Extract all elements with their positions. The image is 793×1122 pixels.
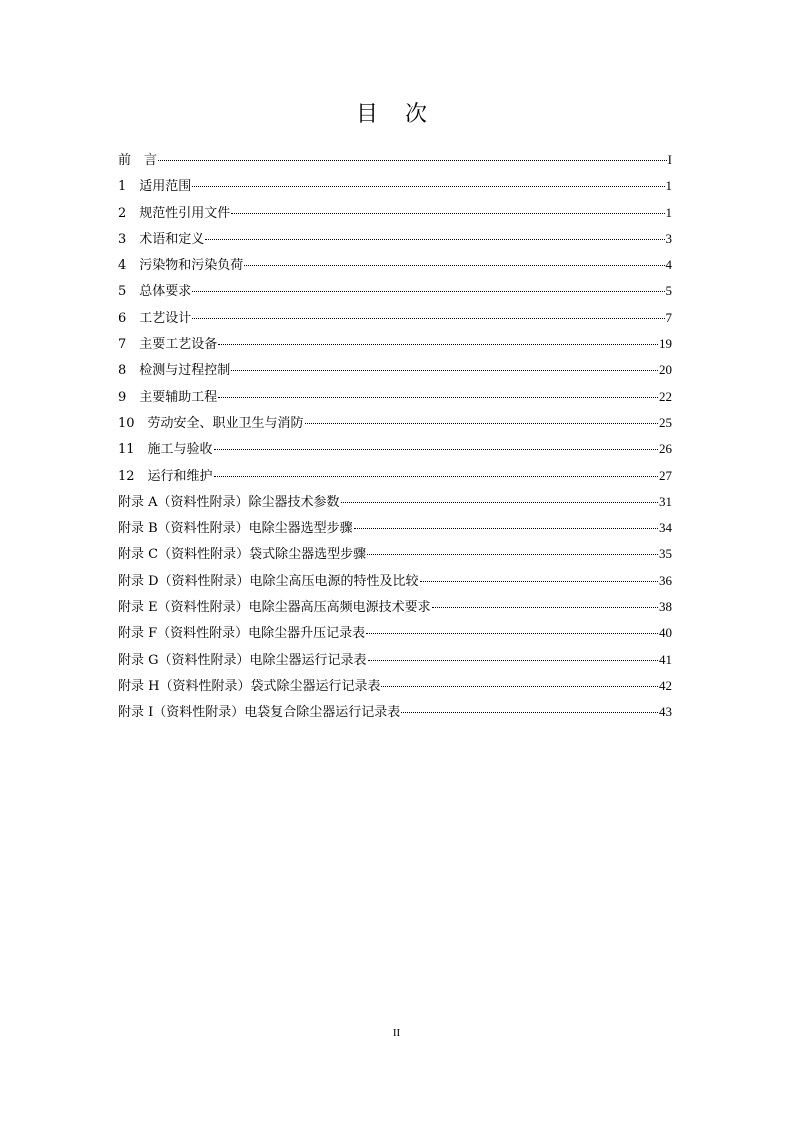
toc-entry-label: 附录 H（资料性附录）袋式除尘器运行记录表 (118, 678, 381, 694)
toc-entry[interactable] (118, 515, 672, 541)
toc-entry-label: 4 污染物和污染负荷 (118, 258, 244, 274)
toc-entry-label: 附录 A（资料性附录）除尘器技术参数 (118, 494, 340, 510)
dot-leader (244, 265, 664, 266)
toc-entry[interactable] (118, 541, 672, 567)
toc-entry-label: 1 适用范围 (118, 179, 192, 195)
toc-entry-label: 前 言 (118, 153, 158, 168)
toc-entry[interactable] (118, 489, 672, 515)
dot-leader (381, 686, 658, 687)
toc-entry-label: 附录 F（资料性附录）电除尘器升压记录表 (118, 626, 366, 642)
toc-entry-page: I (667, 152, 672, 167)
toc-entry-page: 34 (659, 520, 672, 536)
dot-leader (354, 528, 658, 529)
dot-leader (420, 581, 658, 582)
toc-entry-label: 7 主要工艺设备 (118, 337, 218, 353)
toc-entry[interactable] (118, 620, 672, 646)
toc-entry[interactable] (118, 568, 672, 594)
toc-entry-label: 附录 C（资料性附录）袋式除尘器选型步骤 (118, 547, 367, 563)
toc-entry[interactable] (118, 436, 672, 462)
dot-leader (214, 476, 658, 477)
toc-entry-label: 附录 E（资料性附录）电除尘器高压高频电源技术要求 (118, 600, 431, 616)
dot-leader (231, 213, 664, 214)
toc-entry-page: 20 (659, 362, 672, 378)
dot-leader (367, 554, 658, 555)
toc-entry-label: 附录 D（资料性附录）电除尘高压电源的特性及比较 (118, 573, 419, 589)
toc-entry-label: 2 规范性引用文件 (118, 205, 231, 221)
toc-entry[interactable] (118, 305, 672, 331)
toc-entry-label: 附录 I（资料性附录）电袋复合除尘器运行记录表 (118, 705, 401, 721)
dot-leader (192, 291, 664, 292)
dot-leader (432, 607, 658, 608)
dot-leader (205, 239, 664, 240)
page-title: 目 次 (356, 102, 437, 127)
dot-leader (192, 318, 664, 319)
toc-entry-page: 27 (659, 467, 672, 483)
dot-leader (218, 344, 658, 345)
toc-entry-page: 1 (665, 178, 672, 194)
toc-entry-label: 11 施工与验收 (118, 442, 213, 458)
dot-leader (192, 186, 664, 187)
dot-leader (158, 160, 667, 161)
toc-entry-page: 22 (659, 388, 672, 404)
toc-entry[interactable] (118, 463, 672, 489)
toc-entry-page: 43 (659, 704, 672, 720)
toc-entry-label: 3 术语和定义 (118, 231, 205, 247)
toc-entry[interactable] (118, 147, 672, 173)
toc-entry-page: 25 (659, 414, 672, 430)
dot-leader (401, 712, 658, 713)
toc-entry-page: 7 (665, 309, 672, 325)
toc-entry-page: 42 (659, 677, 672, 693)
page-number: II (392, 1027, 401, 1039)
toc-entry-page: 19 (659, 336, 672, 352)
toc-entry[interactable] (118, 384, 672, 410)
toc-entry[interactable] (118, 647, 672, 673)
toc-entry[interactable] (118, 173, 672, 199)
dot-leader (368, 660, 658, 661)
toc-entry-page: 36 (659, 572, 672, 588)
toc-entry-label: 附录 G（资料性附录）电除尘器运行记录表 (118, 652, 367, 668)
dot-leader (341, 502, 658, 503)
toc-entry[interactable] (118, 699, 672, 725)
toc-entry-page: 35 (659, 546, 672, 562)
toc-entry-page: 1 (665, 204, 672, 220)
toc-entry-page: 3 (665, 230, 672, 246)
toc-entry[interactable] (118, 594, 672, 620)
toc-entry-page: 41 (659, 651, 672, 667)
dot-leader (214, 449, 658, 450)
dot-leader (218, 397, 658, 398)
toc-entry-page: 5 (665, 283, 672, 299)
toc-entry-label: 6 工艺设计 (118, 310, 192, 326)
toc-entry-label: 附录 B（资料性附录）电除尘器选型步骤 (118, 521, 353, 537)
toc-entry-label: 8 检测与过程控制 (118, 363, 231, 379)
toc-entry-page: 4 (665, 257, 672, 273)
toc-entry-label: 5 总体要求 (118, 284, 192, 300)
toc-entry-page: 31 (659, 493, 672, 509)
table-of-contents (118, 147, 672, 726)
dot-leader (305, 423, 658, 424)
toc-entry[interactable] (118, 357, 672, 383)
toc-entry[interactable] (118, 278, 672, 304)
toc-entry[interactable] (118, 673, 672, 699)
dot-leader (366, 633, 658, 634)
toc-entry[interactable] (118, 331, 672, 357)
toc-entry-page: 38 (659, 599, 672, 615)
toc-entry-label: 12 运行和维护 (118, 468, 213, 484)
toc-entry[interactable] (118, 200, 672, 226)
toc-entry-label: 9 主要辅助工程 (118, 389, 218, 405)
dot-leader (231, 370, 658, 371)
toc-entry[interactable] (118, 226, 672, 252)
toc-entry[interactable] (118, 252, 672, 278)
toc-entry-page: 26 (659, 441, 672, 457)
toc-entry[interactable] (118, 410, 672, 436)
toc-entry-page: 40 (659, 625, 672, 641)
toc-entry-label: 10 劳动安全、职业卫生与消防 (118, 415, 304, 431)
